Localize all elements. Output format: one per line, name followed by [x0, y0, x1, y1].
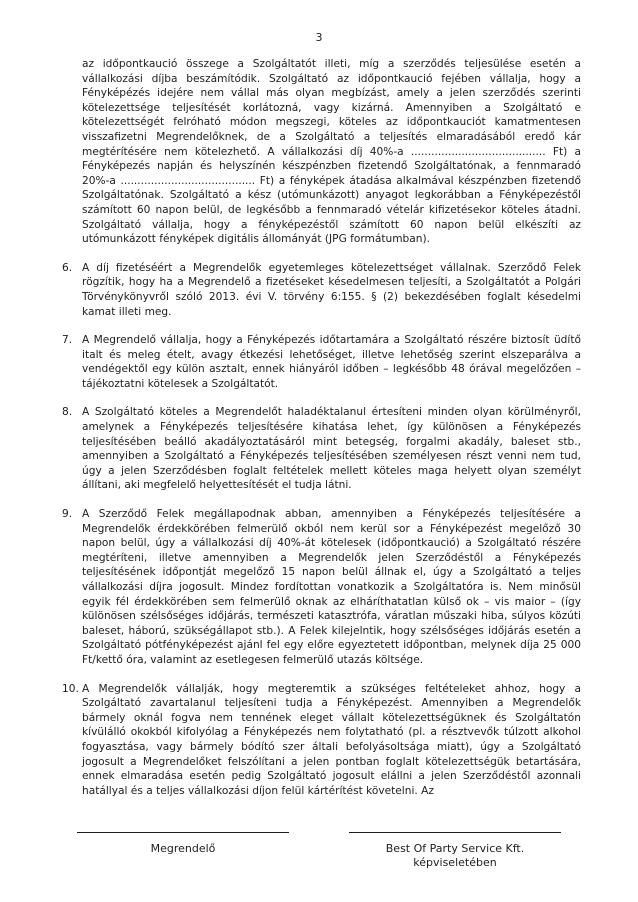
clause-8	[62, 405, 581, 493]
clause-7	[62, 333, 581, 391]
clause-text: A Szolgáltató köteles a Megrendelőt haladéktalanul értesíteni minden olyan körülményről, amelynek a Fényképezés teljesítésére kihatása lehet, így különösen a Fényképezés teljesítésében beálló akadályoztatásáról mint betegség, forgalmi akadály, baleset stb., amennyiben a Szolgáltató a Fényképezés teljesítésében személyesen részt venni nem tud, úgy a jelen Szerződésben foglalt feltételek mellett köteles maga helyett olyan személyt állítani, aki megfelelő helyettesítését el tudja látni.	[82, 406, 581, 492]
clause-text: A Megrendelők vállalják, hogy megteremtik a szükséges feltételeket ahhoz, hogy a Szolgáltató zavartalanul teljesíteni tudja a Fényképezést. Amennyiben a Megrendelők bármely oknál fogva nem tennének eleget vállalt kötelezettségüknek és Szolgáltatón kívülálló okokból kifolyólag a Fényképezés nem folytatható (pl. a résztvevők túlzott alkohol fogyasztása, vagy bármely bódító szer általi befolyásoltsága miatt), úgy a Szolgáltató jogosult a Megrendelőket felszólítani a jelen pontban foglalt kötelezettségük betartására, ennek elmaradása esetén pedig Szolgáltató jogosult elállni a jelen Szerződéstől azonnali hatállyal és a teljes vállalkozási díjon felül kártérítést követelni. Az	[82, 682, 581, 797]
clause-9	[62, 507, 581, 668]
signature-block-provider	[349, 832, 561, 870]
intro-paragraph: az időpontkaució összege a Szolgáltatót illeti, míg a szerződés teljesülése esetén a vállalkozási díjba beszámítódik. Szolgáltató az időpontkaució fejében vállalja, hogy a Fényképézés idejére nem vállal más olyan megbízást, amely a jelen szerződés szerinti kötelezettsége teljesítését korlátozná, vagy kizárná. Amennyiben a Szolgáltató e kötelezettségét felróható módon megszegi, köteles az időpontkauciót kamatmentesen visszafizetni Megrendelőknek, de a Szolgáltató a teljesítés elmaradásából eredő kár megtérítésére nem kötelezhető. A vállalkozási díj 40%-a ........................................ Ft) a Fényképezés napján és helyszínén készpénzben fizetendő Szolgáltatónak, a fennmaradó 20%-a ........................................ Ft) a fényképek átadása alkalmával készpénzben fizetendő Szolgáltatónak. Szolgáltató a kész (utómunkázott) anyagot legkorábban a Fényképezéstől számított 60 napon belül, de legkésőbb a fennmaradó vételár kifizetésekor köteles átadni. Szolgáltató vállalja, hogy a fényképezéstől számított 60 napon belül elkészíti az utómunkázott fényképek digitális állományát (JPG formátumban).	[82, 58, 581, 246]
clause-text: A Szerződő Felek megállapodnak abban, amennyiben a Fényképezés teljesítésére a Megrendelők érdekkörében felmerülő okból nem kerül sor a Fényképezést megelőző 30 napon belül, úgy a vállalkozási díj 40%-át kötelesek (időpontkaució) a Szolgáltató részére megtéríteni, illetve amennyiben a Megrendelők jelen Szerződéstől a Fényképezés teljesítésének időpontját megelőző 15 napon belül állnak el, úgy a Szolgáltató a teljes vállalkozási díjra jogosult. Mindez fordítottan vonatkozik a Szolgáltatóra is. Nem minősül egyik fél érdekkörében sem felmerülő oknak az elháríthatatlan külső ok – vis maior – (így különösen szélsőséges időjárás, természeti katasztrófa, váratlan műszaki hiba, súlyos közúti baleset, háború, szükségállapot stb.). A Felek kilejelntik, hogy szélsőséges időjárás esetén a Szolgáltató pótfényképezést ajánl fel egy előre egyeztetett időpontban, melynek díja 25 000 Ft/kettő óra, valamint az esetlegesen felmerülő utazás költsége.	[82, 508, 581, 666]
clause-text: A Megrendelő vállalja, hogy a Fényképezés időtartamára a Szolgáltató részére biztosít üdítő italt és meleg ételt, avagy étkezési lehetőséget, illetve lehetőség szerint elszeparálva a vendégektől egy külön asztalt, ennek hiányáról időben – legkésőbb 48 órával megelőzően – tájékoztatni kötelesek a Szolgáltatót.	[82, 334, 581, 390]
clause-6	[62, 261, 581, 319]
clause-text: A díj fizetéséért a Megrendelők egyetemleges kötelezettséget vállalnak. Szerződő Felek rögzítik, hogy ha a Megrendelő a fizetéseket késedelmesen teljesíti, a Szolgáltatót a Polgári Törvénykönyvről szóló 2013. évi V. törvény 6:155. § (2) bekezdésében foglalt késedelmi kamat illeti meg.	[82, 261, 581, 318]
clause-number: 6.	[62, 261, 73, 274]
signature-label-provider-role: képviseletében	[413, 856, 497, 869]
clause-number: 7.	[62, 334, 73, 347]
clause-10	[62, 682, 581, 799]
contract-body	[62, 57, 581, 798]
signature-line	[349, 832, 561, 833]
signature-line	[77, 832, 289, 833]
clause-number: 9.	[62, 508, 73, 521]
clause-number: 8.	[62, 406, 73, 419]
page-number: 3	[315, 31, 323, 44]
signature-label-client: Megrendelő	[150, 842, 216, 855]
clause-number: 10.	[62, 682, 79, 695]
signature-label-provider: Best Of Party Service Kft.	[385, 842, 525, 855]
signature-block-client	[77, 832, 289, 856]
